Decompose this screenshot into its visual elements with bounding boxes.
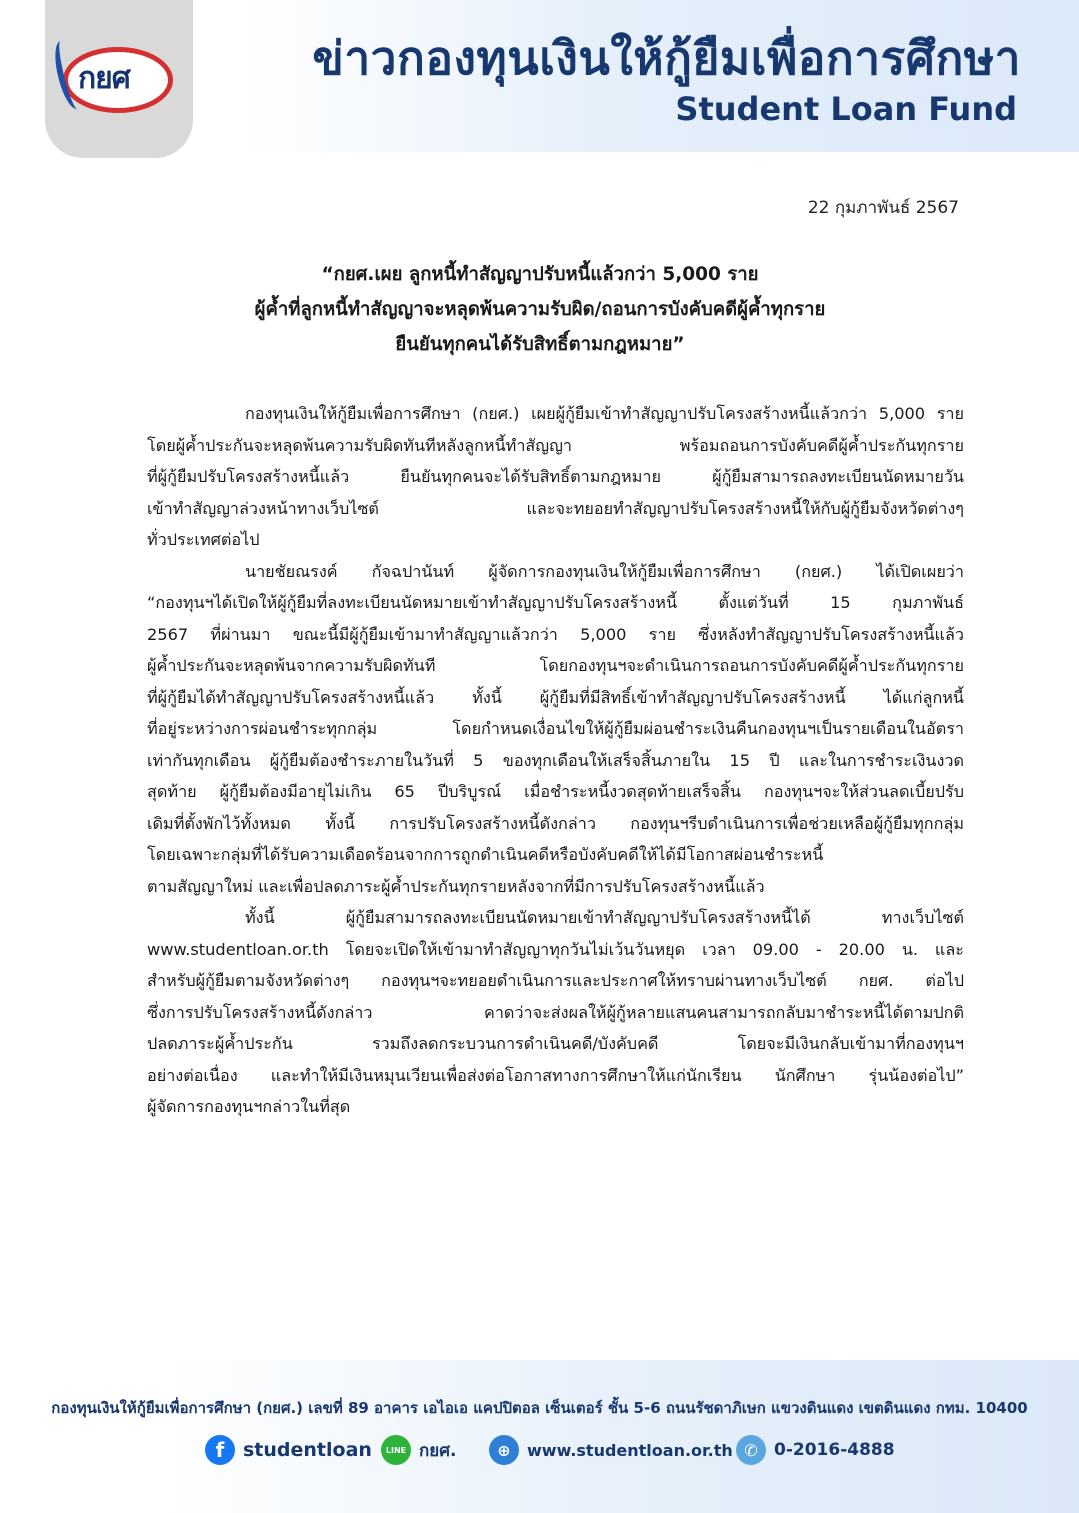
facebook-contact[interactable] <box>205 1433 372 1467</box>
text-line: “กองทุนฯได้เปิดให้ผู้กู้ยืมที่ลงทะเบียนนัดหมายเข้าทำสัญญาปรับโครงสร้างหนี้ ตั้งแต่วันที่ 15 กุมภาพันธ์ <box>147 593 964 612</box>
phone-contact[interactable] <box>736 1433 895 1467</box>
facebook-label: studentloan <box>243 1439 372 1461</box>
line-icon: LINE <box>381 1435 411 1465</box>
text-line: เดิมที่ตั้งพักไว้ทั้งหมด ทั้งนี้ การปรับโครงสร้างหนี้ดังกล่าว กองทุนฯรีบดำเนินการเพื่อช่วยเหลือผู้กู้ยืมทุกกลุ่ม <box>147 813 964 833</box>
text-line: อย่างต่อเนื่อง และทำให้มีเงินหมุนเวียนเพื่อส่งต่อโอกาสทางการศึกษาให้แก่นักเรียน นักศึกษา รุ่นน้องต่อไป” <box>147 1065 964 1085</box>
globe-icon: ⊕ <box>489 1435 519 1465</box>
header-banner <box>0 0 1079 152</box>
text-line: สำหรับผู้กู้ยืมตามจังหวัดต่างๆ กองทุนฯจะทยอยดำเนินการและประกาศให้ทราบผ่านทางเว็บไซต์ กยศ. ต่อไป <box>147 971 964 990</box>
text-line: ปลดภาระผู้ค้ำประกัน รวมถึงลดกระบวนการดำเนินคดี/บังคับคดี โดยจะมีเงินกลับเข้ามาที่กองทุนฯ <box>147 1034 964 1053</box>
text-line: ผู้จัดการกองทุนฯกล่าวในที่สุด <box>147 1097 351 1116</box>
website-contact[interactable] <box>489 1433 733 1467</box>
text-line: ตามสัญญาใหม่ และเพื่อปลดภาระผู้ค้ำประกันทุกรายหลังจากที่มีการปรับโครงสร้างหนี้แล้ว <box>147 876 765 896</box>
text-line: 2567 ที่ผ่านมา ขณะนี้มีผู้กู้ยืมเข้ามาทำสัญญาแล้วกว่า 5,000 ราย ซึ่งหลังทำสัญญาปรับโครงสร้างหนี้แล้ว <box>147 624 964 644</box>
text-line: โดยผู้ค้ำประกันจะหลุดพ้นความรับผิดทันทีหลังลูกหนี้ทำสัญญา พร้อมถอนการบังคับคดีผู้ค้ำประกันทุกราย <box>147 435 964 455</box>
headline <box>140 257 940 362</box>
text-line: ที่ผู้กู้ยืมได้ทำสัญญาปรับโครงสร้างหนี้แล้ว ทั้งนี้ ผู้กู้ยืมที่มีสิทธิ์เข้าทำสัญญาปรับโครงสร้างหนี้ ได้แก่ลูกหนี้ <box>147 687 964 707</box>
facebook-icon: f <box>205 1435 235 1465</box>
headline-line: ยืนยันทุกคนได้รับสิทธิ์ตามกฎหมาย” <box>395 334 685 355</box>
website-label: www.studentloan.or.th <box>527 1440 733 1460</box>
phone-label: 0-2016-4888 <box>774 1440 895 1460</box>
text-line: ผู้ค้ำประกันจะหลุดพ้นจากความรับผิดทันที โดยกองทุนฯจะดำเนินการถอนการบังคับคดีผู้ค้ำประกันทุกราย <box>147 656 964 675</box>
text-line: ทั้งนี้ ผู้กู้ยืมสามารถลงทะเบียนนัดหมายเข้าทำสัญญาปรับโครงสร้างหนี้ได้ ทางเว็บไซต์ <box>245 908 964 927</box>
text-line: ซึ่งการปรับโครงสร้างหนี้ดังกล่าว คาดว่าจะส่งผลให้ผู้กู้หลายแสนคนสามารถกลับมาชำระหนี้ได้ตามปกติ <box>147 1002 964 1022</box>
phone-icon: ✆ <box>736 1435 766 1465</box>
footer-banner <box>0 1360 1079 1513</box>
press-date: 22 กุมภาพันธ์ 2567 <box>807 198 959 218</box>
text-line: โดยเฉพาะกลุ่มที่ได้รับความเดือดร้อนจากการถูกดำเนินคดีหรือบังคับคดีให้ได้มีโอกาสผ่อนชำระหนี้ <box>147 845 824 864</box>
headline-line: ผู้ค้ำที่ลูกหนี้ทำสัญญาจะหลุดพ้นความรับผิด/ถอนการบังคับคดีผู้ค้ำทุกราย <box>254 299 826 320</box>
line-contact[interactable] <box>381 1433 457 1467</box>
paragraph-3 <box>147 902 964 1123</box>
article-body <box>147 398 964 1123</box>
headline-line: “กยศ.เผย ลูกหนี้ทำสัญญาปรับหนี้แล้วกว่า 5,000 ราย <box>321 264 759 285</box>
line-label: กยศ. <box>419 1440 457 1461</box>
footer-address: กองทุนเงินให้กู้ยืมเพื่อการศึกษา (กยศ.) เลขที่ 89 อาคาร เอไอเอ แคปปิตอล เซ็นเตอร์ ชั้น 5-6 ถนนรัชดาภิเษก แขวงดินแดง เขตดินแดง กทม. 10400 <box>51 1399 1028 1417</box>
logo-text: กยศ <box>78 61 130 96</box>
text-line: ที่ผู้กู้ยืมปรับโครงสร้างหนี้แล้ว ยืนยันทุกคนจะได้รับสิทธิ์ตามกฎหมาย ผู้กู้ยืมสามารถลงทะเบียนนัดหมายวัน <box>147 467 964 486</box>
text-line: นายชัยณรงค์ กัจฉปานันท์ ผู้จัดการกองทุนเงินให้กู้ยืมเพื่อการศึกษา (กยศ.) ได้เปิดเผยว่า <box>245 561 964 581</box>
text-line: เท่ากันทุกเดือน ผู้กู้ยืมต้องชำระภายในวันที่ 5 ของทุกเดือนให้เสร็จสิ้นภายใน 15 ปี และในการชำระเงินงวด <box>147 750 964 770</box>
text-line: กองทุนเงินให้กู้ยืมเพื่อการศึกษา (กยศ.) เผยผู้กู้ยืมเข้าทำสัญญาปรับโครงสร้างหนี้แล้วกว่า 5,000 ราย <box>245 404 964 423</box>
paragraph-1 <box>147 398 964 556</box>
text-line: ทั่วประเทศต่อไป <box>147 530 260 549</box>
text-line: ที่อยู่ระหว่างการผ่อนชำระทุกกลุ่ม โดยกำหนดเงื่อนไขให้ผู้กู้ยืมผ่อนชำระเงินคืนกองทุนฯเป็นรายเดือนในอัตรา <box>147 719 964 738</box>
text-line: www.studentloan.or.th โดยจะเปิดให้เข้ามาทำสัญญาทุกวันไม่เว้นวันหยุด เวลา 09.00 - 20.00 น. และ <box>147 939 964 959</box>
paragraph-2 <box>147 556 964 903</box>
text-line: สุดท้าย ผู้กู้ยืมต้องมีอายุไม่เกิน 65 ปีบริบูรณ์ เมื่อชำระหนี้งวดสุดท้ายเสร็จสิ้น กองทุนฯจะให้ส่วนลดเบี้ยปรับ <box>147 782 964 801</box>
header-title-english: Student Loan Fund <box>675 90 1017 128</box>
header-title-thai: ข่าวกองทุนเงินให้กู้ยืมเพื่อการศึกษา <box>312 31 1021 85</box>
text-line: เข้าทำสัญญาล่วงหน้าทางเว็บไซต์ และจะทยอยทำสัญญาปรับโครงสร้างหนี้ให้กับผู้กู้ยืมจังหวัดต่างๆ <box>147 498 964 518</box>
